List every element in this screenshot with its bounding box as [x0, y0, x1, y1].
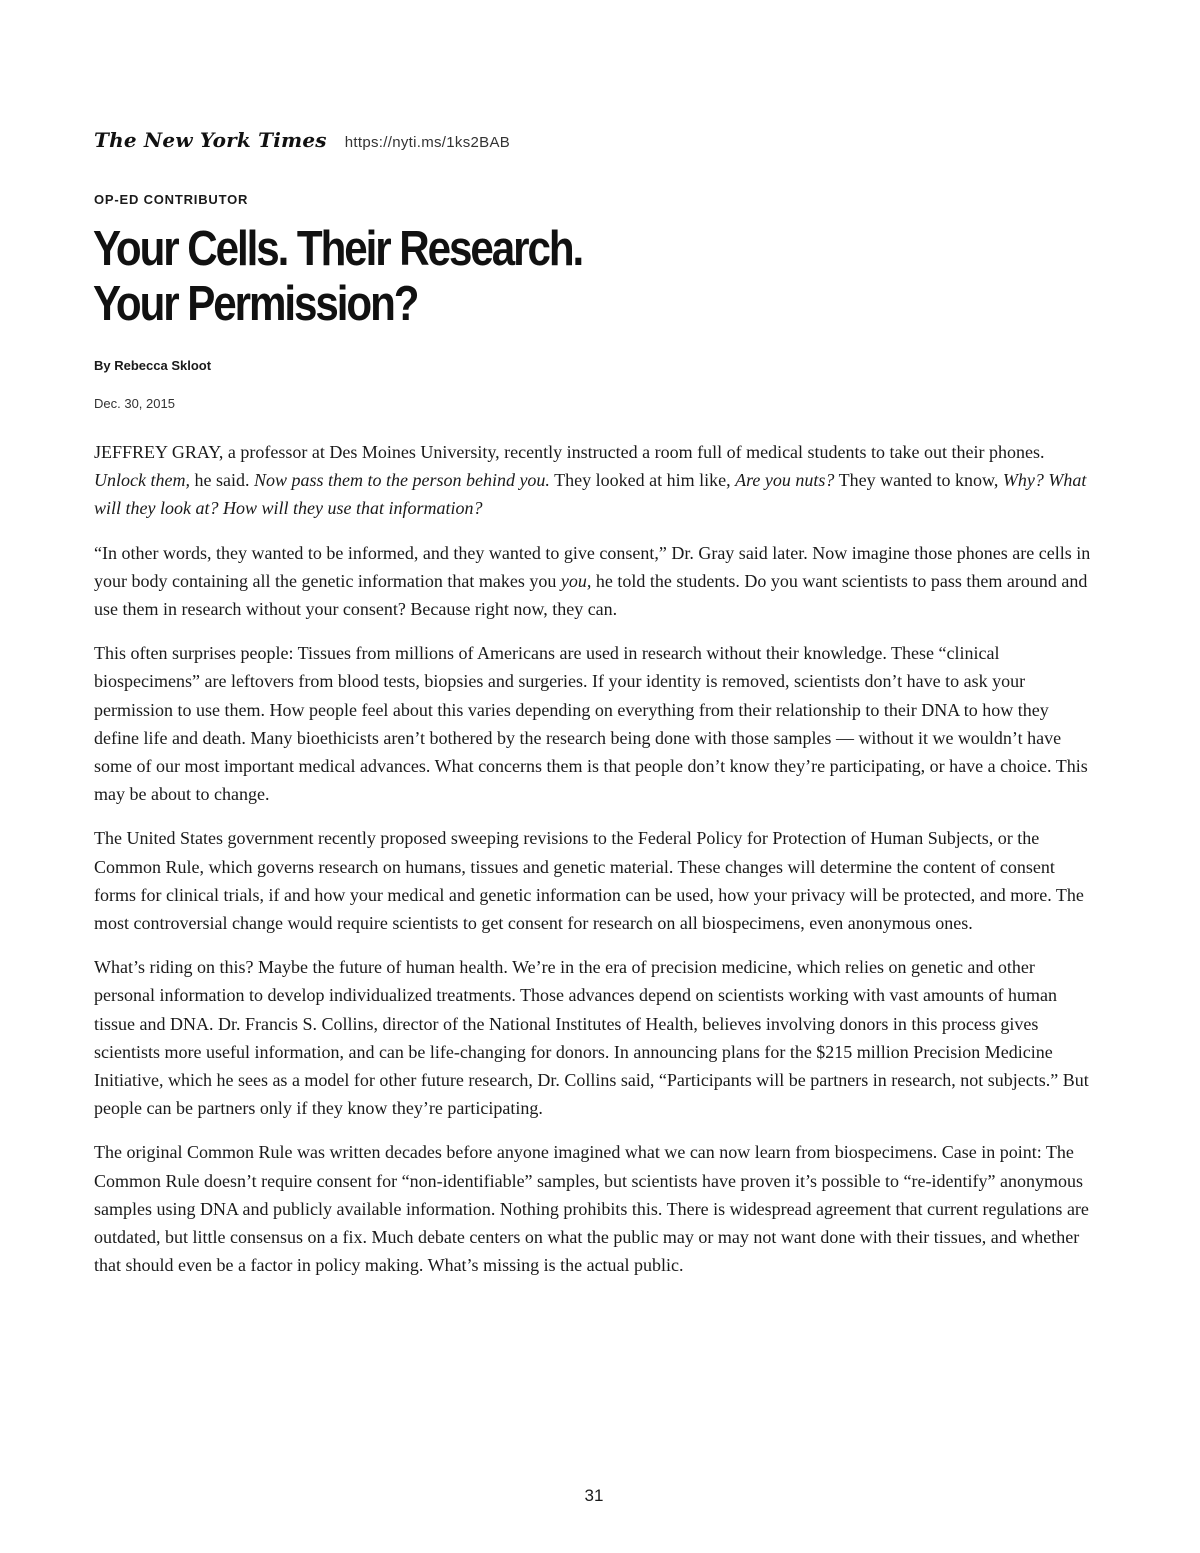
text-run: The United States government recently proposed sweeping revisions to the Federal Policy for Protection of Human Subjects, or the Common Rule, which governs research on humans, tissues and genetic material. These changes will determine the content of consent forms for clinical trials, if and how your medical and genetic information can be used, how your privacy will be protected, and more. The most controversial change would require scientists to get consent for research on all biospecimens, even anonymous ones. — [94, 828, 1084, 934]
publish-date: Dec. 30, 2015 — [94, 396, 175, 411]
article-short-url: https://nyti.ms/1ks2BAB — [344, 134, 511, 151]
article-body — [94, 438, 1094, 1295]
article-paragraph — [94, 1138, 1094, 1279]
article-paragraph — [94, 438, 1094, 523]
text-run: They wanted to know, — [834, 470, 1003, 491]
section-kicker: OP-ED CONTRIBUTOR — [94, 192, 249, 207]
italic-text-run: Unlock them, — [94, 470, 190, 491]
italic-text-run: Are you nuts? — [735, 470, 835, 491]
text-run: JEFFREY GRAY, a professor at Des Moines University, recently instructed a room full of medical students to take out their phones. — [94, 442, 1045, 462]
text-run: The original Common Rule was written decades before anyone imagined what we can now learn from biospecimens. Case in point: The Common Rule doesn’t require consent for “non-identifiable” samples, but scientists have proven it’s possible to “re-identify” anonymous samples using DNA and publicly available information. Nothing prohibits this. There is widespread agreement that current regulations are outdated, but little consensus on a fix. Much debate centers on what the public may or may not want done with their tissues, and whether that should even be a factor in policy making. What’s missing is the actual public. — [94, 1142, 1089, 1276]
article-paragraph — [94, 539, 1094, 624]
article-headline: Your Cells. Their Research. Your Permission? — [93, 222, 583, 331]
text-run: he told the students. Do you want scientists to pass them around and use them in research without your consent? Because right now, they can. — [94, 570, 1088, 620]
article-paragraph — [94, 824, 1094, 937]
masthead — [94, 128, 510, 152]
text-run: This often surprises people: Tissues from millions of Americans are used in research without their knowledge. These “clinical biospecimens” are leftovers from blood tests, biopsies and surgeries. If your identity is removed, scientists don’t have to ask your permission to use them. How people feel about this varies depending on everything from their relationship to their DNA to how they define life and death. Many bioethicists aren’t bothered by the research being done with those samples — without it we wouldn’t have some of our most important medical advances. What concerns them is that people don’t know they’re participating, or have a choice. This may be about to change. — [94, 643, 1088, 805]
italic-text-run: Why? What will they look at? How will they use that information? — [94, 470, 1087, 519]
text-run: What’s riding on this? Maybe the future of human health. We’re in the era of precision medicine, which relies on genetic and other personal information to develop individualized treatments. Those advances depend on scientists working with vast amounts of human tissue and DNA. Dr. Francis S. Collins, director of the National Institutes of Health, believes involving donors in this process gives scientists more useful information, and can be life-changing for donors. In announcing plans for the $215 million Precision Medicine Initiative, which he sees as a model for other future research, Dr. Collins said, “Participants will be partners in research, not subjects.” But people can be partners only if they know they’re participating. — [94, 957, 1089, 1119]
text-run: “In other words, they wanted to be informed, and they wanted to give consent,” Dr. Gray said later. Now imagine those phones are cells in your body containing all the genetic information that makes you — [94, 542, 1091, 591]
italic-text-run: you, — [560, 570, 592, 591]
page-number: 31 — [584, 1486, 604, 1505]
italic-text-run: Now pass them to the person behind you. — [253, 470, 550, 491]
text-run: he said. — [189, 470, 254, 491]
byline: By Rebecca Skloot — [94, 358, 212, 373]
text-run: They looked at him like, — [549, 470, 736, 491]
article-paragraph — [94, 953, 1094, 1122]
article-paragraph — [94, 639, 1094, 808]
nyt-logo: The New York Times — [94, 128, 327, 152]
